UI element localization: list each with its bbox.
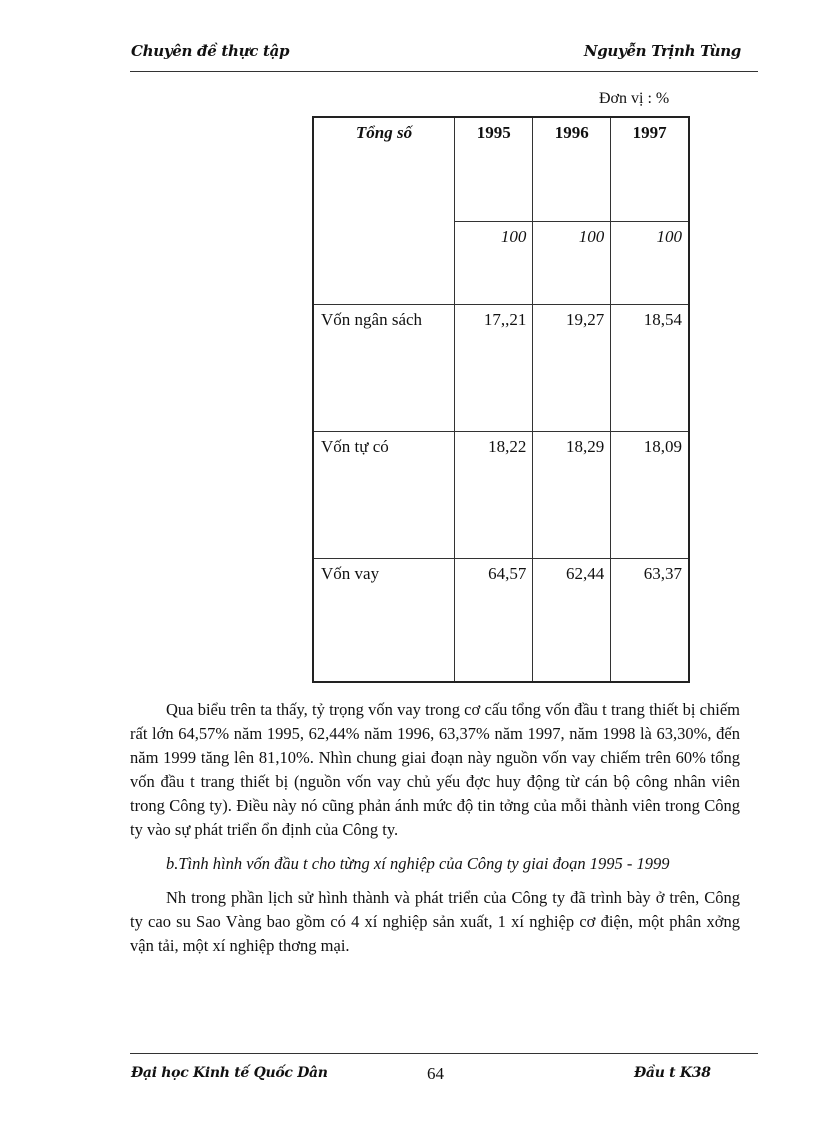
table-header-row — [313, 117, 689, 222]
header-rule — [130, 71, 758, 72]
table-row — [313, 305, 689, 432]
total-value-1996: 100 — [533, 222, 611, 305]
paragraph-enterprises: Nh trong phần lịch sử hình thành và phát triển của Công ty đã trình bày ở trên, Công ty cao su Sao Vàng bao gồm có 4 xí nghiệp sản xuất, 1 xí nghiệp cơ điện, một phân xởng vận tải, một xí nghiệp thơng mại. — [130, 888, 740, 955]
table-total-row — [313, 222, 689, 305]
cell-value: 62,44 — [533, 559, 611, 683]
cell-value: 18,54 — [611, 305, 689, 432]
row-label: Vốn tự có — [313, 432, 455, 559]
unit-note: Đơn vị : % — [599, 90, 670, 107]
header-label-cell: Tổng số — [313, 117, 455, 222]
year-1995: 1995 — [455, 117, 533, 222]
cell-value: 17,,21 — [455, 305, 533, 432]
header-author: Nguyễn Trịnh Tùng — [583, 42, 741, 60]
cell-value: 64,57 — [455, 559, 533, 683]
page-number: 64 — [427, 1064, 444, 1083]
cell-value: 19,27 — [533, 305, 611, 432]
header-left-title: Chuyên đề thực tập — [131, 42, 290, 60]
total-value-1995: 100 — [455, 222, 533, 305]
table-row — [313, 559, 689, 683]
year-1996: 1996 — [533, 117, 611, 222]
row-label: Vốn vay — [313, 559, 455, 683]
cell-value: 18,22 — [455, 432, 533, 559]
capital-structure-table — [312, 116, 690, 683]
cell-value: 63,37 — [611, 559, 689, 683]
footer-university: Đại học Kinh tế Quốc Dân — [131, 1065, 328, 1081]
footer-rule — [130, 1053, 758, 1054]
cell-value: 18,29 — [533, 432, 611, 559]
body-text — [130, 698, 740, 968]
table-row — [313, 432, 689, 559]
row-label: Vốn ngân sách — [313, 305, 455, 432]
footer-class: Đầu t K38 — [634, 1065, 711, 1081]
year-1997: 1997 — [611, 117, 689, 222]
total-label-cell — [313, 222, 455, 305]
paragraph-analysis: Qua biểu trên ta thấy, tỷ trọng vốn vay trong cơ cấu tổng vốn đầu t trang thiết bị chiếm rất lớn 64,57% năm 1995, 62,44% năm 1996, 63,37% năm 1997, năm 1998 là 63,30%, đến năm 1999 tăng lên 81,10%. Nhìn chung giai đoạn này nguồn vốn vay chiếm trên 60% tổng vốn đầu t trang thiết bị (nguồn vốn vay chủ yếu đợc huy động từ cán bộ công nhân viên trong Công ty). Điều này nó cũng phản ánh mức độ tin tởng của mỗi thành viên trong Công ty vào sự phát triển ổn định của Công ty. — [130, 700, 740, 839]
section-heading-b: b.Tình hình vốn đầu t cho từng xí nghiệp của Công ty giai đoạn 1995 - 1999 — [166, 854, 670, 873]
cell-value: 18,09 — [611, 432, 689, 559]
total-value-1997: 100 — [611, 222, 689, 305]
